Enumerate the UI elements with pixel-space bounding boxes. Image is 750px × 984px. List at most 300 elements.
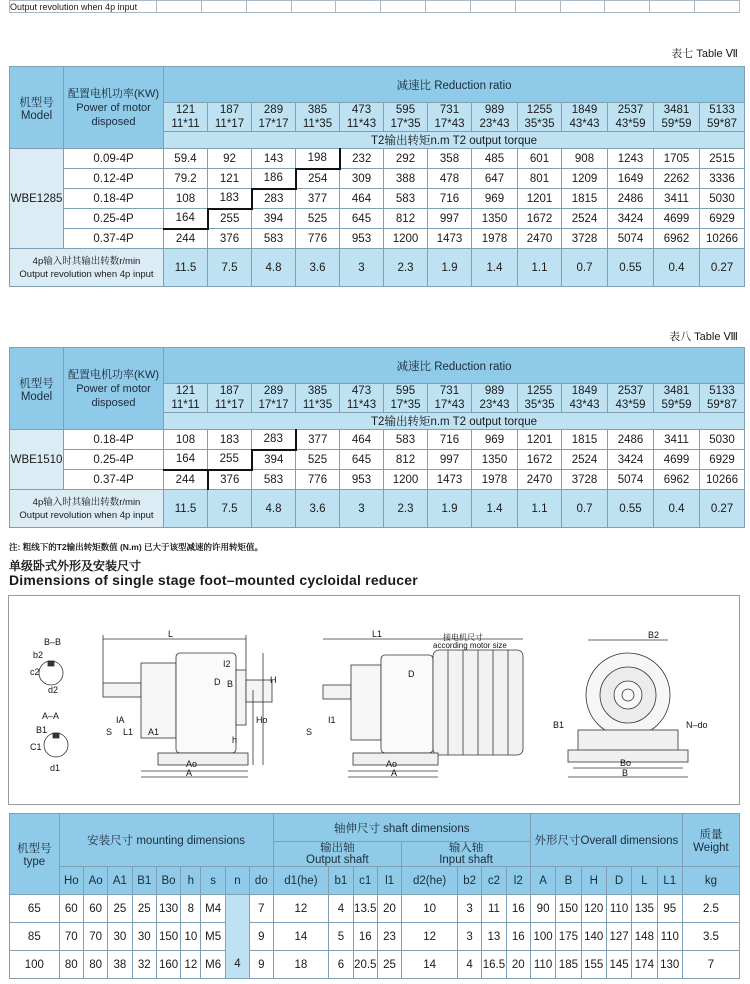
output-revolution-value: 0.27 xyxy=(700,249,745,287)
overall-value: 174 xyxy=(632,951,657,979)
mount-value: 7 xyxy=(250,895,273,923)
ratio-cell xyxy=(472,103,518,132)
ratio-cell xyxy=(384,384,428,413)
output-revolution-value: 0.55 xyxy=(608,490,654,528)
torque-value: 2470 xyxy=(518,229,562,249)
torque-value: 801 xyxy=(518,169,562,189)
torque-value: 108 xyxy=(164,430,208,450)
torque-row xyxy=(10,450,745,470)
overall-value: 120 xyxy=(581,895,606,923)
overall-col-header: B xyxy=(556,867,581,895)
mount-value: 80 xyxy=(83,951,107,979)
torque-row xyxy=(10,229,745,249)
torque-value: 121 xyxy=(208,169,252,189)
label-S: S xyxy=(106,727,113,737)
ratio-cell xyxy=(296,384,340,413)
torque-value: 1649 xyxy=(608,169,654,189)
overall-value: 90 xyxy=(530,895,555,923)
weight-value: 3.5 xyxy=(682,923,739,951)
torque-value: 812 xyxy=(384,209,428,229)
mount-value: 12 xyxy=(181,951,201,979)
previous-table-strip xyxy=(9,0,740,13)
ratio-factors: 11*35 xyxy=(302,399,333,411)
mount-value: M5 xyxy=(201,923,225,951)
output-revolution-value: 11.5 xyxy=(164,490,208,528)
mount-value: 60 xyxy=(83,895,107,923)
torque-header: T2输出转矩n.m T2 output torque xyxy=(164,132,745,149)
torque-value: 464 xyxy=(340,430,384,450)
label-A: A xyxy=(186,768,193,778)
label-b2: b2 xyxy=(33,650,44,660)
torque-value: 2524 xyxy=(562,450,608,470)
label-B2: B2 xyxy=(648,630,660,640)
mount-col-header: Bo xyxy=(156,867,180,895)
torque-value: 3424 xyxy=(608,209,654,229)
ratio-value: 121 xyxy=(175,104,196,116)
torque-value: 525 xyxy=(296,209,340,229)
mount-header: 安装尺寸 mounting dimensions xyxy=(59,814,273,867)
torque-value: 2262 xyxy=(654,169,700,189)
output-revolution-row xyxy=(10,249,745,287)
label-H: H xyxy=(270,675,277,685)
torque-value: 1978 xyxy=(472,470,518,490)
torque-value: 388 xyxy=(384,169,428,189)
weight-value: 2.5 xyxy=(682,895,739,923)
label-A0-motor: Ao xyxy=(386,759,398,769)
output-revolution-value: 11.5 xyxy=(164,249,208,287)
mount-col-header: n xyxy=(225,867,249,895)
power-cell: 0.18-4P xyxy=(64,189,164,209)
output-revolution-value: 2.3 xyxy=(384,249,428,287)
ratio-value: 187 xyxy=(219,385,240,397)
ratio-cell xyxy=(164,384,208,413)
overall-value: 100 xyxy=(530,923,555,951)
mount-col-header: A1 xyxy=(108,867,132,895)
overall-value: 95 xyxy=(657,895,682,923)
label-B-end: B xyxy=(622,768,629,778)
torque-value: 583 xyxy=(252,229,296,249)
weight-value: 7 xyxy=(682,951,739,979)
ratio-cell xyxy=(472,384,518,413)
torque-value: 1243 xyxy=(608,149,654,169)
ratio-factors: 23*43 xyxy=(479,399,510,411)
torque-value: 2486 xyxy=(608,189,654,209)
input-col-header: b2 xyxy=(457,867,481,895)
ratio-factors: 59*87 xyxy=(707,399,738,411)
torque-row xyxy=(10,149,745,169)
label-A-motor: A xyxy=(391,768,398,778)
input-shaft-header: 输入轴 Input shaft xyxy=(402,842,531,867)
torque-value: 377 xyxy=(296,189,340,209)
bb-keyway xyxy=(48,661,54,666)
overall-value: 127 xyxy=(606,923,631,951)
output-shaft-value: 20 xyxy=(377,895,401,923)
n-cell: 4 xyxy=(225,895,249,979)
ratio-value: 5133 xyxy=(709,104,735,116)
ratio-cell xyxy=(562,103,608,132)
torque-value: 10266 xyxy=(700,470,745,490)
torque-value: 1200 xyxy=(384,470,428,490)
torque-value: 59.4 xyxy=(164,149,208,169)
label-motor-cn: 接电机尺寸 xyxy=(443,633,483,642)
output-revolution-value: 2.3 xyxy=(384,490,428,528)
mount-value: M4 xyxy=(201,895,225,923)
torque-value: 394 xyxy=(252,450,296,470)
torque-value: 1200 xyxy=(384,229,428,249)
output-revolution-value: 4.8 xyxy=(252,490,296,528)
torque-value: 143 xyxy=(252,149,296,169)
output-revolution-value: 7.5 xyxy=(208,490,252,528)
mount-col-header: do xyxy=(250,867,273,895)
output-revolution-label xyxy=(10,249,164,287)
ratio-cell xyxy=(654,384,700,413)
input-shaft-value: 12 xyxy=(402,923,458,951)
ratio-factors: 11*35 xyxy=(302,118,333,130)
torque-value: 6962 xyxy=(654,229,700,249)
input-shaft-value: 10 xyxy=(402,895,458,923)
ratio-cell xyxy=(608,384,654,413)
torque-value: 6962 xyxy=(654,470,700,490)
model-cell: WBE1510 xyxy=(10,430,64,490)
ratio-factors: 17*35 xyxy=(390,118,421,130)
torque-value: 5074 xyxy=(608,470,654,490)
torque-value: 79.2 xyxy=(164,169,208,189)
label-N-do: N–do xyxy=(686,720,708,730)
overall-header: 外形尺寸Overall dimensions xyxy=(530,814,682,867)
torque-value: 1209 xyxy=(562,169,608,189)
ratio-cell xyxy=(518,103,562,132)
ratio-cell xyxy=(428,384,472,413)
overall-col-header: L1 xyxy=(657,867,682,895)
torque-row xyxy=(10,430,745,450)
ratio-factors: 11*11 xyxy=(171,399,200,411)
label-c1: C1 xyxy=(30,742,42,752)
torque-value: 583 xyxy=(384,189,428,209)
overall-col-header: A xyxy=(530,867,555,895)
mount-value: 130 xyxy=(156,895,180,923)
output-shaft-value: 16 xyxy=(353,923,377,951)
ratio-value: 187 xyxy=(219,104,240,116)
type-cell: 100 xyxy=(10,951,60,979)
ratio-header: 减速比 Reduction ratio xyxy=(164,67,745,103)
overall-col-header: L xyxy=(632,867,657,895)
mount-col-header: Ho xyxy=(59,867,83,895)
output-shaft-value: 14 xyxy=(273,923,329,951)
output-col-header: b1 xyxy=(329,867,353,895)
torque-value: 647 xyxy=(472,169,518,189)
torque-value: 2470 xyxy=(518,470,562,490)
input-shaft-value: 16 xyxy=(506,895,530,923)
torque-value: 377 xyxy=(296,430,340,450)
torque-value: 186 xyxy=(252,169,296,189)
torque-value: 309 xyxy=(340,169,384,189)
ratio-factors: 59*59 xyxy=(661,399,692,411)
torque-value: 2515 xyxy=(700,149,745,169)
torque-value: 164 xyxy=(164,209,208,229)
output-revolution-value: 0.7 xyxy=(562,490,608,528)
mount-value: 30 xyxy=(132,923,156,951)
torque-value: 464 xyxy=(340,189,384,209)
table8 xyxy=(9,347,745,528)
output-shaft-value: 25 xyxy=(377,951,401,979)
torque-row xyxy=(10,169,745,189)
output-revolution-en: Output revolution when 4p input xyxy=(19,509,154,521)
torque-value: 255 xyxy=(208,450,252,470)
torque-value: 3411 xyxy=(654,189,700,209)
ratio-factors: 43*59 xyxy=(615,399,646,411)
dim-column-row xyxy=(10,867,740,895)
torque-header: T2输出转矩n.m T2 output torque xyxy=(164,413,745,430)
torque-value: 2486 xyxy=(608,430,654,450)
input-shaft-value: 20 xyxy=(506,951,530,979)
power-cell: 0.37-4P xyxy=(64,470,164,490)
input-shaft-value: 16 xyxy=(506,923,530,951)
mount-col-header: Ao xyxy=(83,867,107,895)
label-B-section: B xyxy=(227,679,234,689)
label-bb: B–B xyxy=(44,637,62,647)
torque-value: 645 xyxy=(340,209,384,229)
input-col-header: d2(he) xyxy=(402,867,458,895)
ratio-factors: 43*43 xyxy=(569,118,600,130)
output-col-header: c1 xyxy=(353,867,377,895)
label-IA: IA xyxy=(116,715,125,725)
torque-value: 1473 xyxy=(428,229,472,249)
torque-value: 645 xyxy=(340,450,384,470)
output-shaft-header: 输出轴 Output shaft xyxy=(273,842,402,867)
ratio-cell xyxy=(252,384,296,413)
torque-value: 2524 xyxy=(562,209,608,229)
label-S-motor: S xyxy=(306,727,313,737)
label-B0: Bo xyxy=(620,758,632,768)
type-cell: 85 xyxy=(10,923,60,951)
label-b1: B1 xyxy=(36,725,48,735)
output-revolution-value: 1.9 xyxy=(428,249,472,287)
torque-value: 1350 xyxy=(472,209,518,229)
ratio-value: 3481 xyxy=(663,104,690,116)
torque-value: 997 xyxy=(428,450,472,470)
label-A0: Ao xyxy=(186,759,198,769)
input-shaft-value: 3 xyxy=(457,895,481,923)
output-revolution-label xyxy=(10,490,164,528)
ratio-value: 5133 xyxy=(709,385,735,397)
table8-tag: 表八 Table Ⅷ xyxy=(669,331,738,343)
mount-value: 160 xyxy=(156,951,180,979)
label-d1: d1 xyxy=(50,763,61,773)
label-d2: d2 xyxy=(48,685,59,695)
strip-label: Output revolution when 4p input xyxy=(10,1,157,13)
dimensions-title-cn: 单级卧式外形及安装尺寸 xyxy=(9,559,142,573)
overall-value: 150 xyxy=(556,895,581,923)
torque-value: 1201 xyxy=(518,189,562,209)
torque-value: 1672 xyxy=(518,209,562,229)
ratio-factors: 11*17 xyxy=(214,399,245,411)
torque-value: 969 xyxy=(472,189,518,209)
overall-col-header: H xyxy=(581,867,606,895)
output-revolution-value: 0.7 xyxy=(562,249,608,287)
ratio-factors: 43*43 xyxy=(569,399,600,411)
torque-value: 1815 xyxy=(562,189,608,209)
torque-value: 3728 xyxy=(562,470,608,490)
label-A1: A1 xyxy=(148,727,160,737)
ratio-value: 289 xyxy=(263,385,284,397)
torque-value: 6929 xyxy=(700,209,745,229)
torque-value: 3424 xyxy=(608,450,654,470)
torque-value: 108 xyxy=(164,189,208,209)
output-revolution-value: 1.1 xyxy=(518,490,562,528)
type-cell: 65 xyxy=(10,895,60,923)
ratio-factors: 17*17 xyxy=(258,399,289,411)
power-header: 配置电机功率(KW) Power of motor disposed xyxy=(64,348,164,430)
torque-value: 4699 xyxy=(654,450,700,470)
output-revolution-value: 0.55 xyxy=(608,249,654,287)
torque-value: 716 xyxy=(428,430,472,450)
torque-value: 6929 xyxy=(700,450,745,470)
ratio-cell xyxy=(208,103,252,132)
ratio-cell xyxy=(164,103,208,132)
torque-value: 244 xyxy=(164,229,208,249)
output-revolution-cn: 4p输入时其输出转数r/min xyxy=(32,496,141,508)
label-motor-en: according motor size xyxy=(433,641,507,650)
ratio-value: 595 xyxy=(395,385,416,397)
mount-col-header: s xyxy=(201,867,225,895)
ratio-value: 989 xyxy=(484,104,505,116)
output-col-header: l1 xyxy=(377,867,401,895)
ratio-cell xyxy=(384,103,428,132)
output-revolution-value: 3 xyxy=(340,249,384,287)
torque-value: 358 xyxy=(428,149,472,169)
torque-value: 394 xyxy=(252,209,296,229)
ratio-value: 473 xyxy=(351,104,372,116)
output-revolution-value: 1.1 xyxy=(518,249,562,287)
torque-value: 244 xyxy=(164,470,208,490)
ratio-factors: 43*59 xyxy=(615,118,646,130)
model-header: 机型号 Model xyxy=(10,67,64,149)
torque-value: 183 xyxy=(208,189,252,209)
reducer-drawing xyxy=(8,595,740,805)
torque-value: 776 xyxy=(296,470,340,490)
output-revolution-en: Output revolution when 4p input xyxy=(19,268,154,280)
label-aa: A–A xyxy=(42,711,60,721)
dimension-table xyxy=(9,813,740,979)
ratio-factors: 35*35 xyxy=(524,118,555,130)
output-revolution-row xyxy=(10,490,745,528)
torque-value: 254 xyxy=(296,169,340,189)
label-D: D xyxy=(214,677,221,687)
model-header: 机型号 Model xyxy=(10,348,64,430)
torque-value: 183 xyxy=(208,430,252,450)
torque-value: 776 xyxy=(296,229,340,249)
torque-value: 583 xyxy=(252,470,296,490)
torque-value: 1978 xyxy=(472,229,518,249)
ratio-cell xyxy=(296,103,340,132)
ratio-value: 1849 xyxy=(571,104,598,116)
output-revolution-cn: 4p输入时其输出转数r/min xyxy=(32,255,141,267)
dimension-row xyxy=(10,951,740,979)
output-revolution-value: 3.6 xyxy=(296,490,340,528)
torque-value: 5030 xyxy=(700,189,745,209)
mount-value: 30 xyxy=(108,923,132,951)
output-revolution-value: 3.6 xyxy=(296,249,340,287)
table7 xyxy=(9,66,745,287)
ratio-cell xyxy=(428,103,472,132)
torque-value: 1672 xyxy=(518,450,562,470)
output-shaft-value: 23 xyxy=(377,923,401,951)
label-D-motor: D xyxy=(408,669,415,679)
power-cell: 0.09-4P xyxy=(64,149,164,169)
output-col-header: d1(he) xyxy=(273,867,329,895)
torque-value: 953 xyxy=(340,470,384,490)
torque-row xyxy=(10,209,745,229)
ratio-cell xyxy=(518,384,562,413)
overall-value: 145 xyxy=(606,951,631,979)
input-shaft-value: 11 xyxy=(482,895,506,923)
mount-value: 150 xyxy=(156,923,180,951)
torque-value: 1815 xyxy=(562,430,608,450)
dimensions-title-en: Dimensions of single stage foot–mounted cycloidal reducer xyxy=(9,572,418,588)
mount-value: 38 xyxy=(108,951,132,979)
ratio-value: 989 xyxy=(484,385,505,397)
weight-header: 质量 Weight xyxy=(682,814,739,867)
power-cell: 0.25-4P xyxy=(64,450,164,470)
ratio-cell xyxy=(700,384,745,413)
ratio-factors: 17*43 xyxy=(434,118,465,130)
input-shaft-value: 16.5 xyxy=(482,951,506,979)
ratio-value: 1849 xyxy=(571,385,598,397)
torque-value: 601 xyxy=(518,149,562,169)
mount-value: 25 xyxy=(108,895,132,923)
overall-value: 110 xyxy=(530,951,555,979)
output-revolution-value: 0.27 xyxy=(700,490,745,528)
label-I2: I2 xyxy=(223,659,231,669)
note-text: 注: 粗线下的T2输出转矩数值 (N.m) 已大于该型减速的许用转矩值。 xyxy=(9,542,264,552)
mount-value: 80 xyxy=(59,951,83,979)
torque-value: 997 xyxy=(428,209,472,229)
torque-value: 3411 xyxy=(654,430,700,450)
torque-row xyxy=(10,189,745,209)
label-L: L xyxy=(168,629,174,639)
overall-col-header: D xyxy=(606,867,631,895)
ratio-factors: 35*35 xyxy=(524,399,555,411)
torque-value: 376 xyxy=(208,470,252,490)
ratio-factors: 17*17 xyxy=(258,118,289,130)
input-shaft-value: 3 xyxy=(457,923,481,951)
torque-value: 3336 xyxy=(700,169,745,189)
ratio-cell xyxy=(252,103,296,132)
mount-value: 9 xyxy=(250,923,273,951)
torque-row xyxy=(10,470,745,490)
mount-value: 8 xyxy=(181,895,201,923)
torque-value: 3728 xyxy=(562,229,608,249)
overall-value: 130 xyxy=(657,951,682,979)
torque-value: 1705 xyxy=(654,149,700,169)
dim-model-header: 机型号 type xyxy=(10,814,60,895)
power-cell: 0.25-4P xyxy=(64,209,164,229)
ratio-factors: 17*43 xyxy=(434,399,465,411)
torque-value: 812 xyxy=(384,450,428,470)
power-cell: 0.37-4P xyxy=(64,229,164,249)
ratio-value: 121 xyxy=(175,385,196,397)
torque-value: 485 xyxy=(472,149,518,169)
label-h: h xyxy=(232,735,238,745)
ratio-header: 减速比 Reduction ratio xyxy=(164,348,745,384)
table7-tag: 表七 Table Ⅶ xyxy=(671,48,738,60)
ratio-cell xyxy=(608,103,654,132)
ratio-value: 731 xyxy=(439,104,460,116)
torque-value: 283 xyxy=(252,430,296,450)
overall-value: 148 xyxy=(632,923,657,951)
torque-value: 1473 xyxy=(428,470,472,490)
mount-value: 32 xyxy=(132,951,156,979)
